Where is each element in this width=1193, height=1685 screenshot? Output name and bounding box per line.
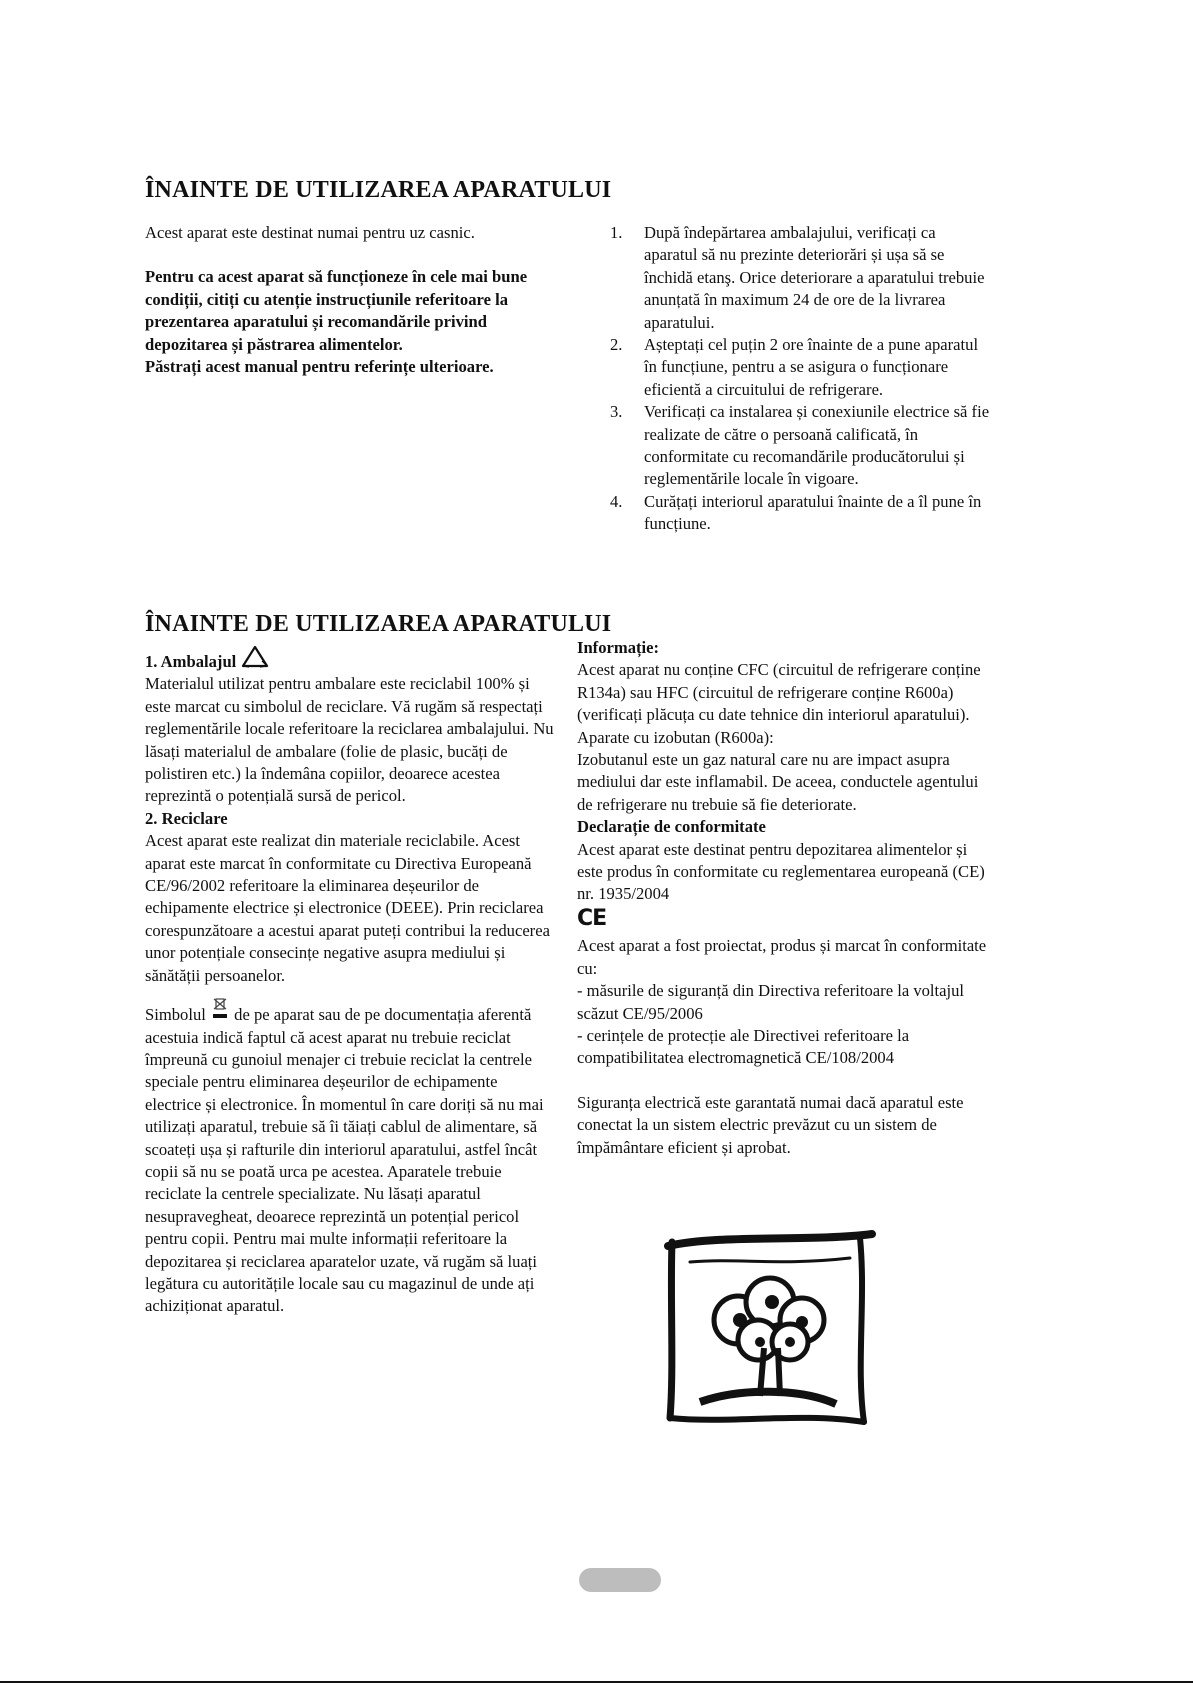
- intro-text: Acest aparat este destinat numai pentru uz casnic.: [145, 223, 475, 242]
- section1-steps: [610, 222, 990, 536]
- step-item: 3. Verificați ca instalarea și conexiunile electrice să fie realizate de către o persoană calificată, în conformitate cu recomandările producătorului și reglementările locale în vigoare.: [610, 402, 990, 489]
- info-heading: Informație:: [577, 638, 660, 657]
- page-bottom-rule: [0, 1681, 1193, 1683]
- recycling-text: Acest aparat este realizat din materiale reciclabile. Acest aparat este marcat în conformitate cu Directiva Europeană CE/96/2002 referitoare la eliminarea deșeurilor de echipamente electrice și electronice (DEEE). Prin reciclarea corespunzătoare a acestui aparat puteți contribui la reducerea unor potențiale consecințe negative asupra mediului și sănătății persoanelor.: [145, 831, 550, 985]
- electrical-safety-text: Siguranța electrică este garantată numai dacă aparatul este conectat la un sistem electric prevăzut cu un sistem de împământare eficient și aprobat.: [577, 1092, 964, 1157]
- steps-list: [610, 222, 990, 536]
- measure-emc: - cerințele de protecție ale Directivei referitoare la compatibilitatea electromagnetică CE/108/2004: [577, 1025, 910, 1068]
- crossed-bin-icon: [210, 997, 230, 1023]
- section1-heading: ÎNAINTE DE UTILIZAREA APARATULUI: [145, 177, 612, 203]
- info-text: Acest aparat nu conține CFC (circuitul de refrigerare conține R134a) sau HFC (circuitul de refrigerare conține R600a) (verificați plăcuța cu date tehnice din interiorul aparatului).: [577, 660, 981, 725]
- isobutane-text: Izobutanul este un gaz natural care nu are impact asupra mediului dar este inflamabil. De aceea, conductele agentului de refrigerare nu trebuie să fie deteriorate.: [577, 750, 979, 814]
- step-item: 1. După îndepărtarea ambalajului, verificați ca aparatul să nu prezinte deteriorări și ușa să se închidă etanş. Orice deteriorare a aparatului trebuie anunțată în maximum 24 de ore de la livrarea aparatului.: [610, 223, 985, 332]
- packaging-text: Materialul utilizat pentru ambalare este reciclabil 100% și este marcat cu simbolul de reciclare. Vă rugăm să respectați reglementările locale referitoare la reciclarea ambalajului. Nu lăsați materialul de ambalare (folie de plasic, bucăți de polistiren etc.) la îndemâna copiilor, deoarece acestea reprezintă o potențială sursă de pericol.: [145, 674, 554, 806]
- step-item: 2. Așteptați cel puțin 2 ore înainte de a pune aparatul în funcțiune, pentru a se asigura o funcționare eficientă a circuitului de refrigerare.: [610, 335, 979, 399]
- conformity-heading: Declarație de conformitate: [577, 817, 766, 837]
- section2-right: [577, 637, 997, 1159]
- section2-left: [145, 644, 555, 1318]
- eco-tree-logo: [660, 1228, 888, 1428]
- recycling-heading: 2. Reciclare: [145, 808, 228, 828]
- section2-heading: ÎNAINTE DE UTILIZAREA APARATULUI: [145, 611, 612, 637]
- page-number-badge: [579, 1568, 661, 1592]
- isobutane-line: Aparate cu izobutan (R600a):: [577, 727, 774, 747]
- symbol-paragraph: Simbolul de pe aparat sau de pe documentația aferentă acestuia indică faptul că acest aparat nu trebuie reciclat împreună cu gunoiul menajer ci trebuie reciclat la centrele speciale pentru eliminarea deșeurilor de echipamente electrice și electronice. În momentul în care doriți să nu mai utilizați aparatul, trebuie să îi tăiați cablul de alimentare, să scoateți ușa și rafturile din interiorul aparatului, astfel încât copii să nu se poată urca pe acestea. Aparatele trebuie reciclate la centrele specializate. Nu lăsați aparatul nesupravegheat, deoarece reprezintă un potențial pericol pentru copii. Pentru mai multe informații referitoare la depozitarea și reciclarea aparatelor uzate, vă rugăm să luați legătura cu autoritățile locale sau cu magazinul de unde ați achiziționat aparatul.: [145, 997, 555, 1318]
- section1-left: [145, 222, 565, 378]
- measure-low-voltage: - măsurile de siguranță din Directiva referitoare la voltajul scăzut CE/95/2006: [577, 981, 965, 1023]
- conformity-text: Acest aparat este destinat pentru depozitarea alimentelor și este produs în conformitate cu reglementarea europeană (CE) nr. 1935/2004: [577, 839, 985, 904]
- packaging-heading: 1. Ambalajul: [145, 644, 555, 673]
- ce-mark: CE: [577, 905, 607, 931]
- bold-instructions: Pentru ca acest aparat să funcționeze în cele mai bune condiții, citiți cu atenție instrucțiunile referitoare la prezentarea aparatului și recomandările privind depozitarea și păstrarea alimentelor.: [145, 267, 528, 354]
- keep-manual-note: Păstrați acest manual pentru referințe ulterioare.: [145, 357, 494, 377]
- recycle-triangle-icon: [240, 644, 270, 670]
- step-item: 4. Curățați interiorul aparatului înainte de a îl pune în funcțiune.: [610, 491, 982, 534]
- designed-text: Acest aparat a fost proiectat, produs și marcat în conformitate cu:: [577, 936, 987, 978]
